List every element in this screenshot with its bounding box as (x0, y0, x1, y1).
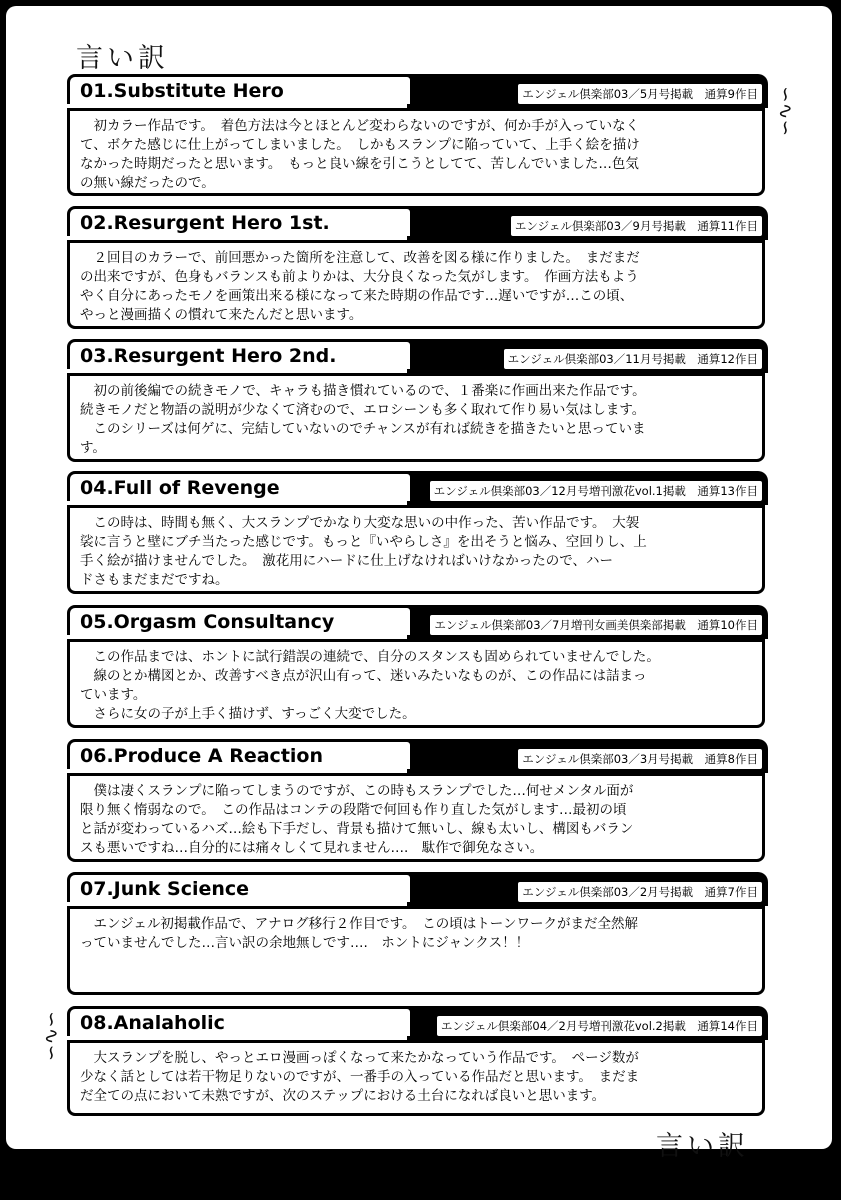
entry-02 (67, 206, 765, 329)
entry-commentary: この時は、時間も無く、大スランプでかなり大変な思いの中作った、苦い作品です。 大袈 裟に言うと壁にブチ当たった感じです。もっと『いやらしさ』を出そうと悩み、空回りし、上 手く絵が描けませんでした。 激花用にハードに仕上げなければいけなかったので、ハー ドさもまだまだですね。 (67, 505, 765, 594)
entry-publication-info: エンジェル倶楽部03／9月号掲載 通算11作目 (511, 216, 762, 236)
entry-publication-info: エンジェル倶楽部03／3月号掲載 通算8作目 (518, 749, 762, 769)
entry-07 (67, 872, 765, 995)
entry-header (67, 74, 765, 108)
entry-title: 01.Substitute Hero (67, 74, 413, 104)
entry-header-bar (407, 739, 768, 773)
entry-commentary: この作品までは、ホントに試行錯誤の連続で、自分のスタンスも固められていませんでした。 線のとか構図とか、改善すべき点が沢山有って、迷いみたいなものが、この作品には詰まっ ています。 さらに女の子が上手く描けず、すっごく大変でした。 (67, 639, 765, 728)
entry-06 (67, 739, 765, 862)
entry-title: 08.Analaholic (67, 1006, 413, 1036)
entry-header-bar (407, 74, 768, 108)
entry-header (67, 206, 765, 240)
entry-08 (67, 1006, 765, 1116)
entry-commentary: 初の前後編での続きモノで、キャラも描き慣れているので、１番楽に作画出来た作品です。 続きモノだと物語の説明が少なくて済むので、エロシーンも多く取れて作り易い気はします。 このシリーズは何ゲに、完結していないのでチャンスが有れば続きを描きたいと思っていま す。 (67, 373, 765, 462)
entry-title: 04.Full of Revenge (67, 471, 413, 501)
entry-header (67, 1006, 765, 1040)
entry-05 (67, 605, 765, 728)
entry-03 (67, 339, 765, 462)
entry-header-bar (407, 1006, 768, 1040)
entry-title: 05.Orgasm Consultancy (67, 605, 413, 635)
entry-commentary: 大スランプを脱し、やっとエロ漫画っぽくなって来たかなっていう作品です。 ページ数が 少なく話としては若干物足りないのですが、一番手の入っている作品だと思います。 まだま だ全ての点において未熟ですが、次のステップにおける土台になれば良いと思います。 (67, 1040, 765, 1116)
entry-04 (67, 471, 765, 594)
entry-header (67, 739, 765, 773)
entry-publication-info: エンジェル倶楽部03／7月増刊女画美倶楽部掲載 通算10作目 (430, 615, 762, 635)
entry-publication-info: エンジェル倶楽部03／12月号増刊激花vol.1掲載 通算13作目 (430, 481, 762, 501)
entry-publication-info: エンジェル倶楽部04／2月号増刊激花vol.2掲載 通算14作目 (437, 1016, 762, 1036)
entry-header (67, 471, 765, 505)
entry-title: 03.Resurgent Hero 2nd. (67, 339, 413, 369)
entry-publication-info: エンジェル倶楽部03／11月号掲載 通算12作目 (504, 349, 762, 369)
entry-header-bar (407, 872, 768, 906)
entry-commentary: 初カラー作品です。 着色方法は今とほとんど変わらないのですが、何か手が入っていなく て、ボケた感じに仕上がってしまいました。 しかもスランプに陥っていて、上手く絵を描け なかった時期だったと思います。 もっと良い線を引こうとしてて、苦しんでいました…色気 の無い線だったので。 (67, 108, 765, 196)
entry-01 (67, 74, 765, 196)
entry-publication-info: エンジェル倶楽部03／2月号掲載 通算7作目 (518, 882, 762, 902)
entry-header (67, 339, 765, 373)
entry-title: 07.Junk Science (67, 872, 413, 902)
entry-commentary: ２回目のカラーで、前回悪かった箇所を注意して、改善を図る様に作りました。 まだまだ の出来ですが、色身もバランスも前よりかは、大分良くなった気がします。 作画方法もよう やく自分にあったモノを画策出来る様になって来た時期の作品です…遅いですが…この頃、 やっと漫画描くの慣れて来たんだと思います。 (67, 240, 765, 329)
entry-header (67, 605, 765, 639)
entry-title: 06.Produce A Reaction (67, 739, 413, 769)
entry-header-bar (407, 471, 768, 505)
handwritten-title-top: 言い訳 (76, 43, 169, 74)
entry-publication-info: エンジェル倶楽部03／5月号掲載 通算9作目 (518, 84, 762, 104)
handwritten-title-bottom: 言い訳 (656, 1131, 749, 1162)
entry-header (67, 872, 765, 906)
entry-commentary: 僕は凄くスランプに陥ってしまうのですが、この時もスランプでした…何せメンタル面が 限り無く惰弱なので。 この作品はコンテの段階で何回も作り直した気がします…最初の頃 と話が変わっているハズ…絵も下手だし、背景も描けて無いし、線も太いし、構図もバラン スも悪いですね…自分的には痛々しくて見れません…. 駄作で御免なさい。 (67, 773, 765, 862)
entry-header-bar (407, 605, 768, 639)
entry-title: 02.Resurgent Hero 1st. (67, 206, 413, 236)
entry-commentary: エンジェル初掲載作品で、アナログ移行２作目です。 この頃はトーンワークがまだ全然解 っていませんでした…言い訳の余地無しです…. ホントにジャンクス！！ (67, 906, 765, 995)
decorative-scribble-right: ∽∿∽ (774, 86, 798, 137)
decorative-scribble-left: ∽∿∽ (40, 1011, 64, 1062)
entry-header-bar (407, 206, 768, 240)
entry-header-bar (407, 339, 768, 373)
